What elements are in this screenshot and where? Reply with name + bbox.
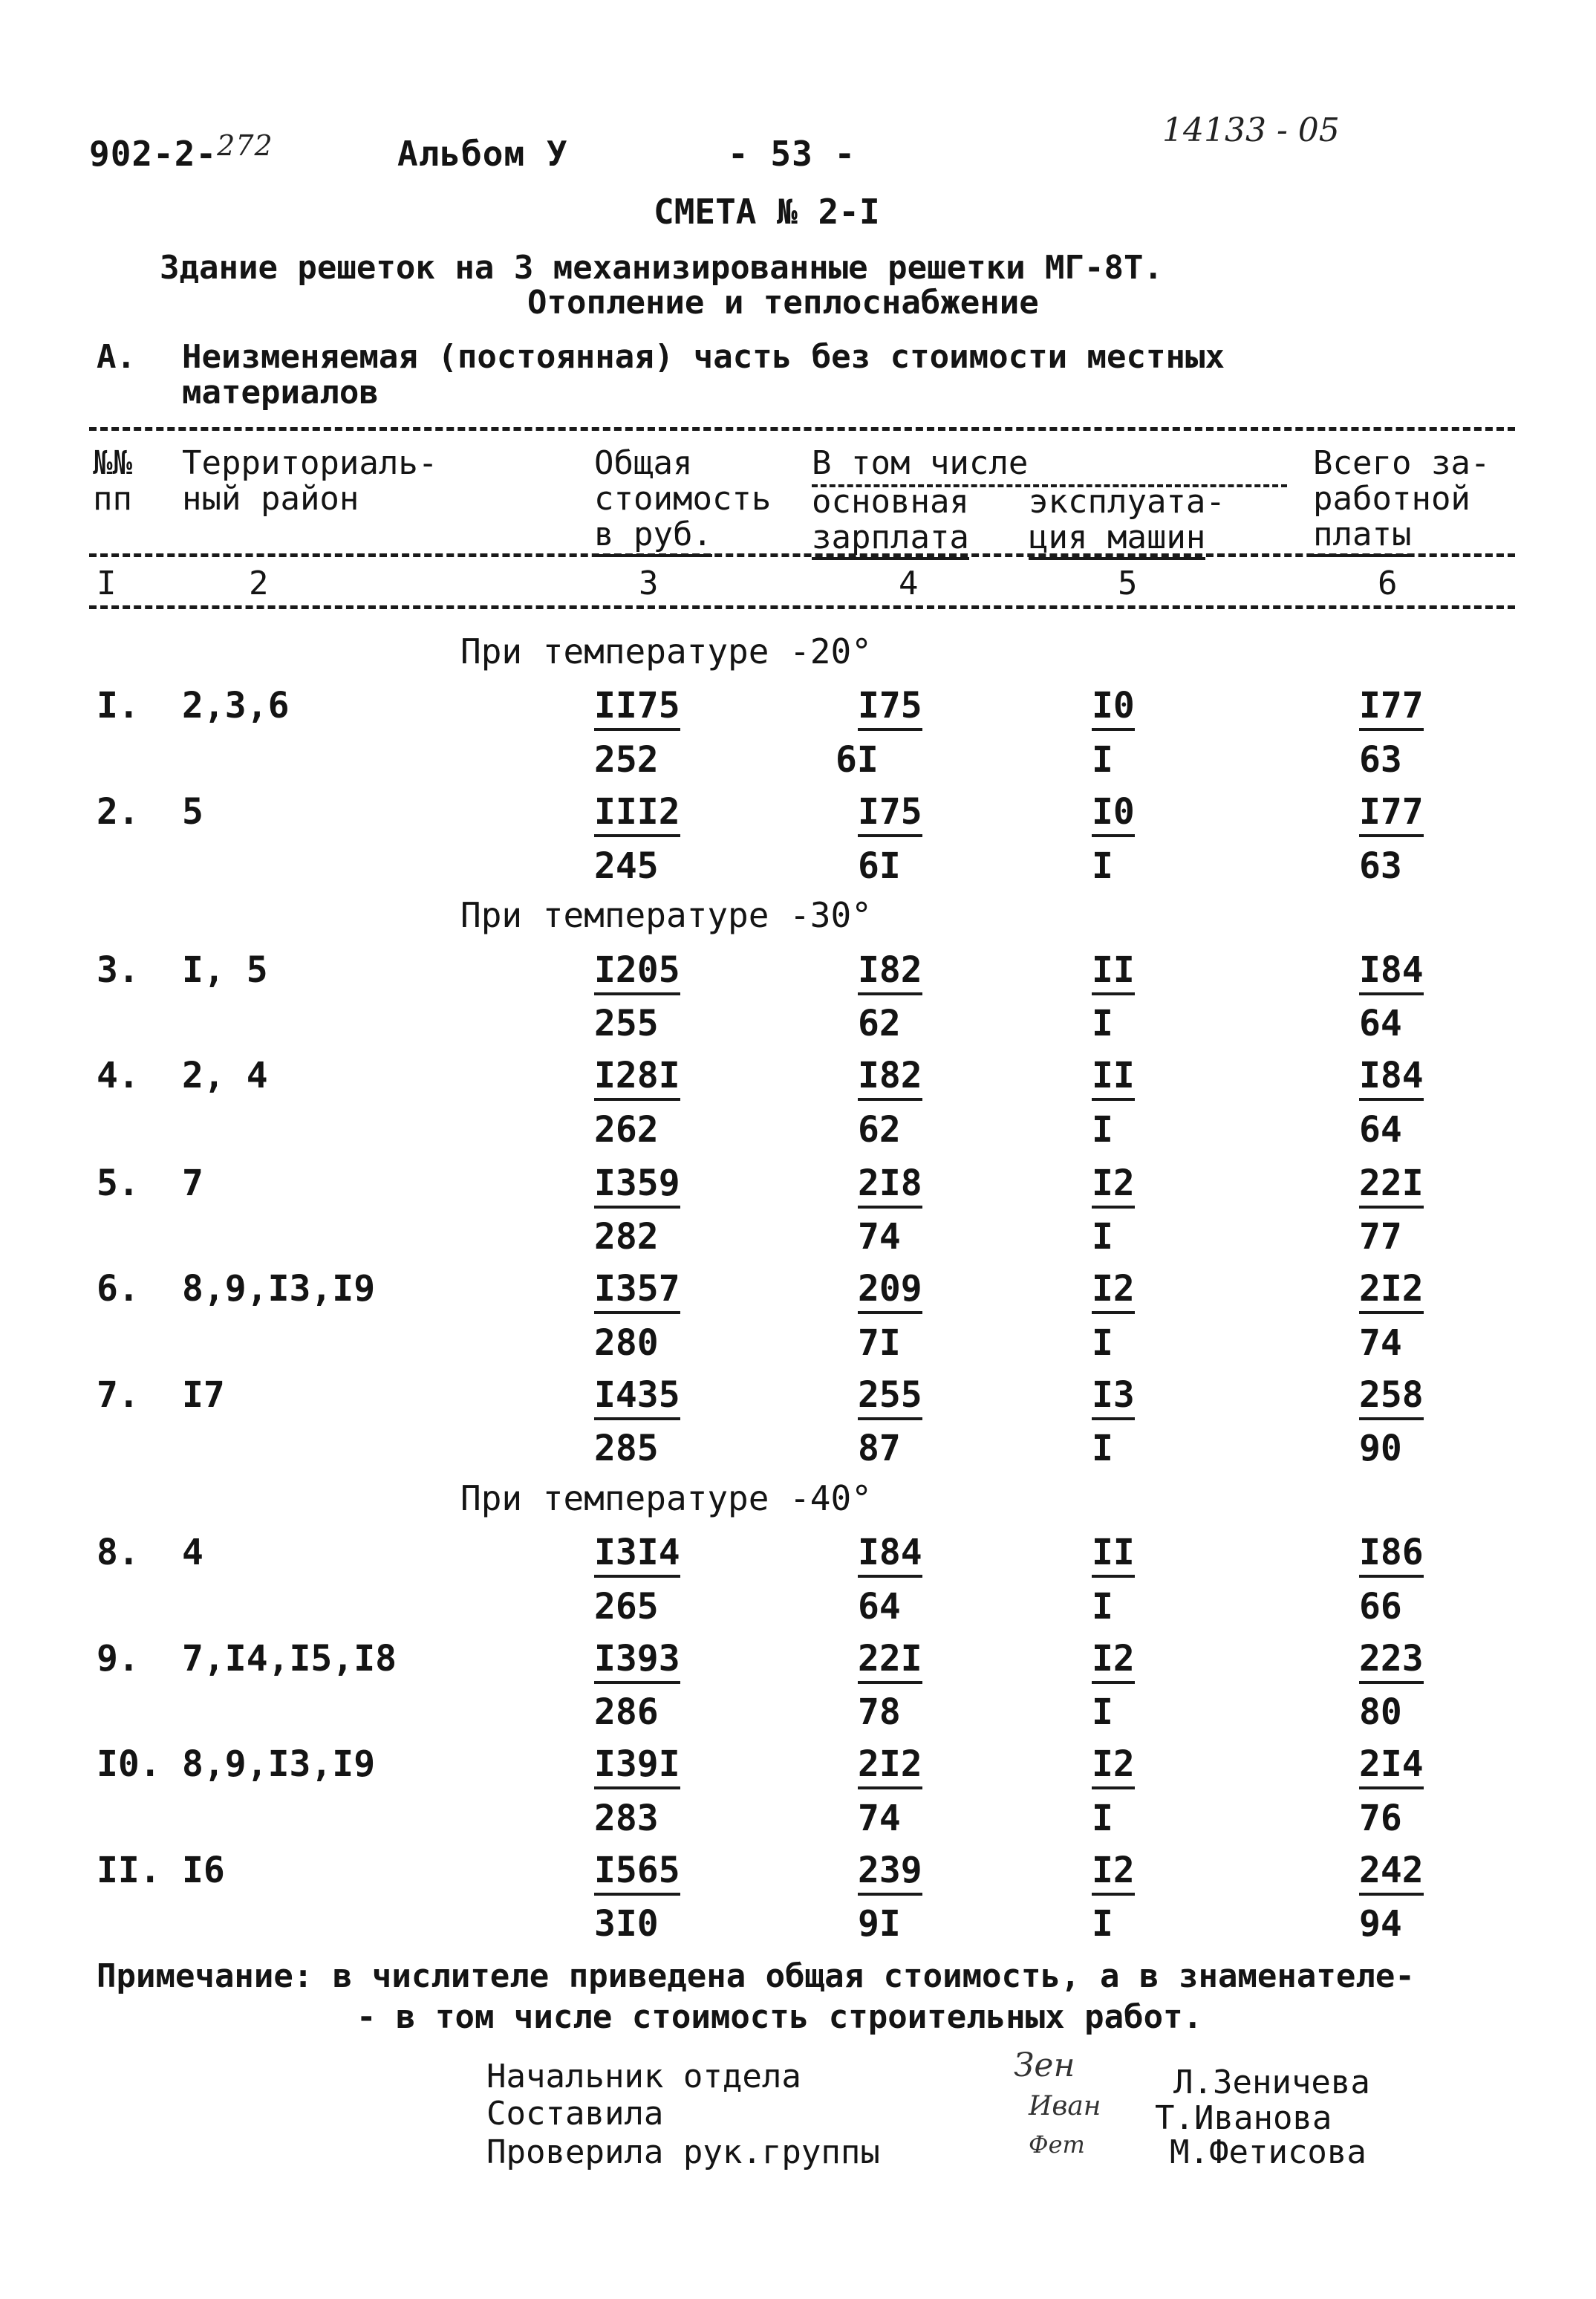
machine-numerator: I3 — [1092, 1374, 1135, 1420]
signature-role-compiled: Составила — [486, 2095, 664, 2133]
note-line-1: Примечание: в числителе приведена общая стоимость, а в знаменателе- — [97, 1957, 1415, 1995]
total-cost-denominator: 245 — [594, 845, 659, 887]
wage-denominator: 9I — [858, 1903, 901, 1945]
row-region: I, 5 — [182, 949, 268, 991]
machine-numerator: I2 — [1092, 1850, 1135, 1896]
machine-denominator: I — [1092, 1003, 1113, 1044]
total-cost-numerator: I359 — [594, 1162, 680, 1209]
wage-numerator: 22I — [858, 1638, 922, 1684]
total-cost-numerator: III2 — [594, 791, 680, 837]
row-number: 6. — [97, 1268, 140, 1310]
document-code-handwritten: 272 — [217, 129, 273, 162]
total-cost-numerator: I393 — [594, 1638, 680, 1684]
machine-numerator: II — [1092, 1055, 1135, 1101]
wage-total-denominator: 64 — [1359, 1003, 1402, 1044]
group-heading-20: При температуре -20° — [460, 631, 872, 672]
wage-numerator: I84 — [858, 1532, 922, 1578]
wage-numerator: I75 — [858, 685, 922, 731]
row-region: 7,I4,I5,I8 — [182, 1638, 397, 1679]
wage-total-denominator: 77 — [1359, 1216, 1402, 1258]
album-label: Альбом У — [397, 134, 568, 174]
total-cost-numerator: I28I — [594, 1055, 680, 1101]
header-rule — [89, 553, 1515, 557]
machine-denominator: I — [1092, 1586, 1113, 1627]
col-machine-header: эксплуата- ция машин — [1029, 484, 1225, 560]
row-region: 7 — [182, 1162, 203, 1204]
wage-total-denominator: 74 — [1359, 1322, 1402, 1364]
wage-denominator: 78 — [858, 1691, 901, 1733]
wage-total-denominator: 90 — [1359, 1428, 1402, 1469]
machine-denominator: I — [1092, 1798, 1113, 1839]
machine-denominator: I — [1092, 1428, 1113, 1469]
machine-denominator: I — [1092, 739, 1113, 781]
wage-numerator: 2I8 — [858, 1162, 922, 1209]
wage-total-denominator: 94 — [1359, 1903, 1402, 1945]
handwritten-stamp: 14133 - 05 — [1162, 111, 1340, 149]
total-cost-numerator: I435 — [594, 1374, 680, 1420]
group-heading-30: При температуре -30° — [460, 895, 872, 935]
handwritten-signature-1: Зен — [1014, 2046, 1075, 2084]
wage-numerator: 2I2 — [858, 1743, 922, 1789]
handwritten-signature-2: Иван — [1029, 2091, 1101, 2121]
wage-denominator: 62 — [858, 1003, 901, 1044]
machine-numerator: I2 — [1092, 1162, 1135, 1209]
total-cost-denominator: 285 — [594, 1428, 659, 1469]
row-region: I7 — [182, 1374, 225, 1416]
machine-numerator: II — [1092, 1532, 1135, 1578]
total-cost-denominator: 255 — [594, 1003, 659, 1044]
wage-denominator: 7I — [858, 1322, 901, 1364]
row-number: 2. — [97, 791, 140, 833]
wage-numerator: I82 — [858, 949, 922, 995]
machine-numerator: I2 — [1092, 1268, 1135, 1314]
machine-numerator: I0 — [1092, 791, 1135, 837]
col-number-index: I — [97, 565, 117, 602]
index-rule — [89, 605, 1515, 609]
wage-total-numerator: I86 — [1359, 1532, 1424, 1578]
wage-denominator: 74 — [858, 1216, 901, 1258]
wage-total-numerator: 258 — [1359, 1374, 1424, 1420]
total-cost-denominator: 262 — [594, 1109, 659, 1151]
group-heading-40: При температуре -40° — [460, 1478, 872, 1518]
machine-numerator: I2 — [1092, 1638, 1135, 1684]
machine-denominator: I — [1092, 1216, 1113, 1258]
wage-denominator: 6I — [858, 845, 901, 887]
wage-total-numerator: I77 — [1359, 685, 1424, 731]
wage-total-denominator: 63 — [1359, 739, 1402, 781]
wage-denominator: 64 — [858, 1586, 901, 1627]
signature-name-compiled: Т.Иванова — [1155, 2099, 1332, 2137]
total-cost-numerator: I39I — [594, 1743, 680, 1789]
wage-total-denominator: 63 — [1359, 845, 1402, 887]
wage-total-numerator: 22I — [1359, 1162, 1424, 1209]
wage-numerator: 239 — [858, 1850, 922, 1896]
row-region: 5 — [182, 791, 203, 833]
wage-numerator: I82 — [858, 1055, 922, 1101]
row-number: I0. — [97, 1743, 161, 1785]
total-cost-numerator: I3I4 — [594, 1532, 680, 1578]
wage-total-denominator: 80 — [1359, 1691, 1402, 1733]
wage-total-denominator: 64 — [1359, 1109, 1402, 1151]
wage-total-numerator: I84 — [1359, 949, 1424, 995]
subtitle-building: Здание решеток на 3 механизированные решетки МГ-8Т. — [160, 249, 1164, 287]
section-line-2: материалов — [182, 374, 379, 412]
machine-denominator: I — [1092, 1322, 1113, 1364]
row-number: I. — [97, 685, 140, 726]
row-region: 2, 4 — [182, 1055, 268, 1096]
col-wage-total-header: Всего за- работной платы — [1313, 446, 1490, 557]
col-region-index: 2 — [249, 565, 269, 602]
col-total-index: 3 — [639, 565, 659, 602]
row-region: I6 — [182, 1850, 225, 1891]
subtitle-heating: Отопление и теплоснабжение — [527, 284, 1039, 322]
row-number: 3. — [97, 949, 140, 991]
wage-total-numerator: 223 — [1359, 1638, 1424, 1684]
wage-total-numerator: I77 — [1359, 791, 1424, 837]
col-wage-header: основная зарплата — [812, 484, 969, 560]
section-line-1: Неизменяемая (постоянная) часть без стоимости местных — [182, 338, 1225, 376]
row-number: 4. — [97, 1055, 140, 1096]
col-wage-index: 4 — [899, 565, 919, 602]
row-number: 5. — [97, 1162, 140, 1204]
wage-denominator: 62 — [858, 1109, 901, 1151]
wage-numerator: 209 — [858, 1268, 922, 1314]
total-cost-numerator: II75 — [594, 685, 680, 731]
handwritten-signature-3: Фет — [1029, 2130, 1085, 2159]
page-number: - 53 - — [728, 134, 856, 174]
row-region: 8,9,I3,I9 — [182, 1268, 376, 1310]
col-number-header: №№ пп — [93, 444, 132, 518]
wage-total-numerator: 2I4 — [1359, 1743, 1424, 1789]
col-region-header: Территориаль- ный район — [182, 444, 438, 518]
signature-role-head: Начальник отдела — [486, 2058, 801, 2095]
wage-total-denominator: 66 — [1359, 1586, 1402, 1627]
wage-total-numerator: 2I2 — [1359, 1268, 1424, 1314]
wage-total-numerator: 242 — [1359, 1850, 1424, 1896]
col-wage-total-index: 6 — [1378, 565, 1398, 602]
signature-role-checked: Проверила рук.группы — [486, 2133, 880, 2171]
total-cost-denominator: 3I0 — [594, 1903, 659, 1945]
row-region: 4 — [182, 1532, 203, 1573]
total-cost-denominator: 252 — [594, 739, 659, 781]
table-top-rule — [89, 427, 1515, 431]
col-group-header: В том числе — [812, 444, 1029, 482]
machine-denominator: I — [1092, 1109, 1113, 1151]
total-cost-denominator: 286 — [594, 1691, 659, 1733]
document-code: 902-2-$^{272}$ — [89, 129, 273, 174]
wage-denominator: 6I — [836, 739, 879, 781]
col-total-header: Общая стоимость в руб. — [594, 446, 771, 557]
total-cost-numerator: I205 — [594, 949, 680, 995]
col-machine-index: 5 — [1118, 565, 1138, 602]
total-cost-denominator: 280 — [594, 1322, 659, 1364]
machine-numerator: I0 — [1092, 685, 1135, 731]
wage-total-denominator: 76 — [1359, 1798, 1402, 1839]
machine-denominator: I — [1092, 845, 1113, 887]
total-cost-denominator: 282 — [594, 1216, 659, 1258]
machine-numerator: II — [1092, 949, 1135, 995]
note-line-2: - в том числе стоимость строительных работ. — [356, 1998, 1203, 2036]
row-number: 7. — [97, 1374, 140, 1416]
wage-numerator: I75 — [858, 791, 922, 837]
estimate-title: СМЕТА № 2-I — [654, 192, 880, 232]
wage-denominator: 74 — [858, 1798, 901, 1839]
signature-name-head: Л.Зеничева — [1173, 2064, 1370, 2101]
wage-numerator: 255 — [858, 1374, 922, 1420]
row-number: 9. — [97, 1638, 140, 1679]
row-number: II. — [97, 1850, 161, 1891]
signature-name-checked: М.Фетисова — [1170, 2133, 1367, 2171]
machine-denominator: I — [1092, 1691, 1113, 1733]
total-cost-denominator: 265 — [594, 1586, 659, 1627]
section-letter: А. — [97, 338, 136, 376]
machine-numerator: I2 — [1092, 1743, 1135, 1789]
row-region: 2,3,6 — [182, 685, 290, 726]
total-cost-numerator: I565 — [594, 1850, 680, 1896]
row-region: 8,9,I3,I9 — [182, 1743, 376, 1785]
wage-denominator: 87 — [858, 1428, 901, 1469]
total-cost-numerator: I357 — [594, 1268, 680, 1314]
row-number: 8. — [97, 1532, 140, 1573]
total-cost-denominator: 283 — [594, 1798, 659, 1839]
machine-denominator: I — [1092, 1903, 1113, 1945]
wage-total-numerator: I84 — [1359, 1055, 1424, 1101]
